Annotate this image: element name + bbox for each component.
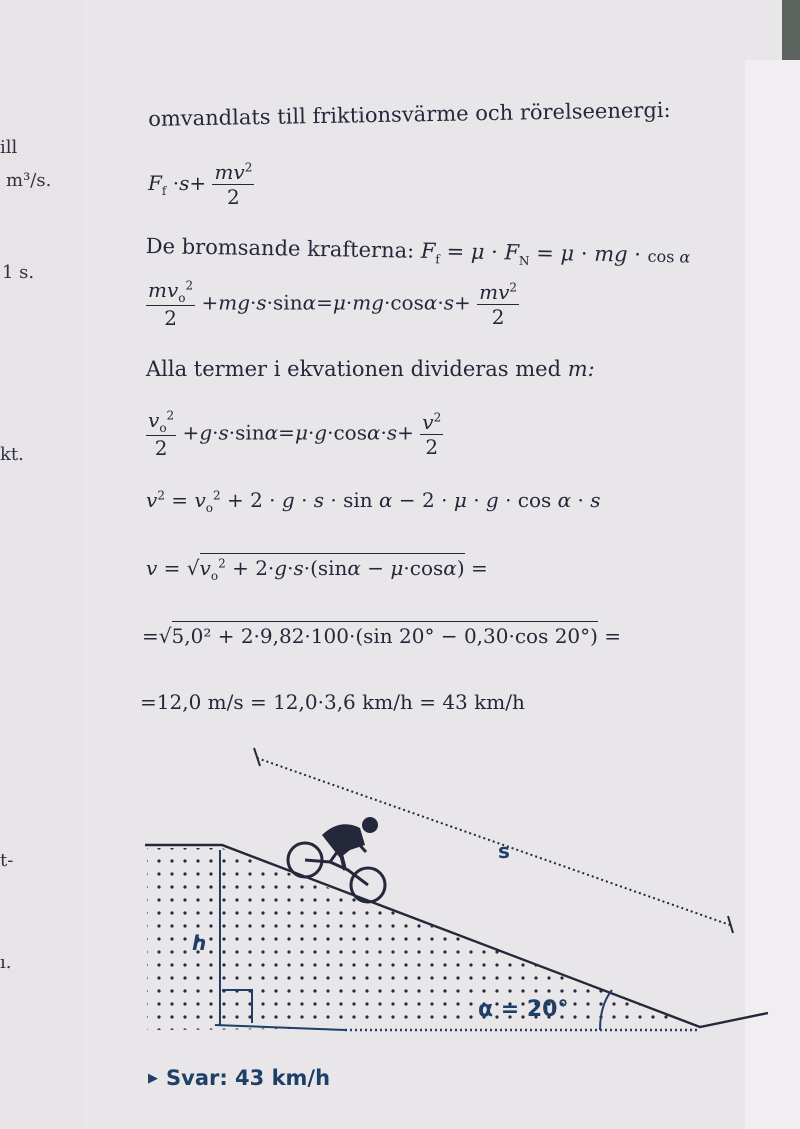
answer-label bbox=[148, 1066, 330, 1090]
equation-v-root: $v = √v_o^2 + 2\cdot g\cdot s\cdot(\sin\alpha - \mu\cdot\cos\alpha)$ = bbox=[146, 556, 488, 583]
answer-text: Svar: 43 km/h bbox=[166, 1066, 331, 1090]
label-h: h bbox=[192, 931, 207, 955]
divide-variable: m: bbox=[567, 357, 595, 381]
text-line-intro: omvandlats till friktionsvärme och rörelseenergi: bbox=[148, 97, 671, 131]
equation-numeric: =√5,0² + 2·9,82·100·(sin 20° − 0,30·cos 20°) = bbox=[142, 624, 621, 648]
equation-energy: $F_f \cdot s+$ $\frac{mv^2}{2}$ bbox=[148, 160, 253, 209]
equation-result: =12,0 m/s = 12,0·3,6 km/h = 43 km/h bbox=[140, 690, 525, 714]
equation-v-squared: $v^2 = v_o^2 + 2 \cdot g \cdot s \cdot \sin \alpha - 2 \cdot \mu \cdot g \cdot \cos \alpha \cdot s$ bbox=[146, 488, 601, 515]
arrow-icon: ▶ bbox=[148, 1071, 158, 1086]
forces-label: De bromsande krafterna: bbox=[145, 234, 415, 263]
text-line-forces: De bromsande krafterna: $F_f = \mu \cdot F_N = \mu$ · mg · cos α bbox=[145, 234, 691, 268]
incline-dots bbox=[147, 848, 700, 1030]
margin-fragment: ill bbox=[0, 137, 18, 158]
margin-fragment: m³/s. bbox=[6, 170, 52, 191]
equation-divided: $\frac{v_o^2}{2}$ +g·s·sinα=μ·g·cosα·s+ $\frac{v^2}{2}$ bbox=[148, 408, 442, 460]
margin-fragment: 1 s. bbox=[2, 262, 35, 283]
distance-tick-start bbox=[254, 748, 260, 766]
margin-fragment: t- bbox=[0, 850, 14, 871]
divide-label: Alla termer i ekvationen divideras med bbox=[146, 357, 562, 381]
margin-fragment: kt. bbox=[0, 444, 24, 465]
margin-fragment: ı. bbox=[0, 952, 12, 973]
label-s: s bbox=[498, 839, 510, 863]
equation-energy-balance: $\frac{mv_o^2}{2}$ +mg·s·sinα=μ·mg·cosα·s+ $\frac{mv^2}{2}$ bbox=[148, 278, 518, 330]
numeric-radicand: 5,0² + 2·9,82·100·(sin 20° − 0,30·cos 20°) bbox=[172, 621, 598, 648]
label-alpha: α = 20° bbox=[478, 997, 569, 1022]
